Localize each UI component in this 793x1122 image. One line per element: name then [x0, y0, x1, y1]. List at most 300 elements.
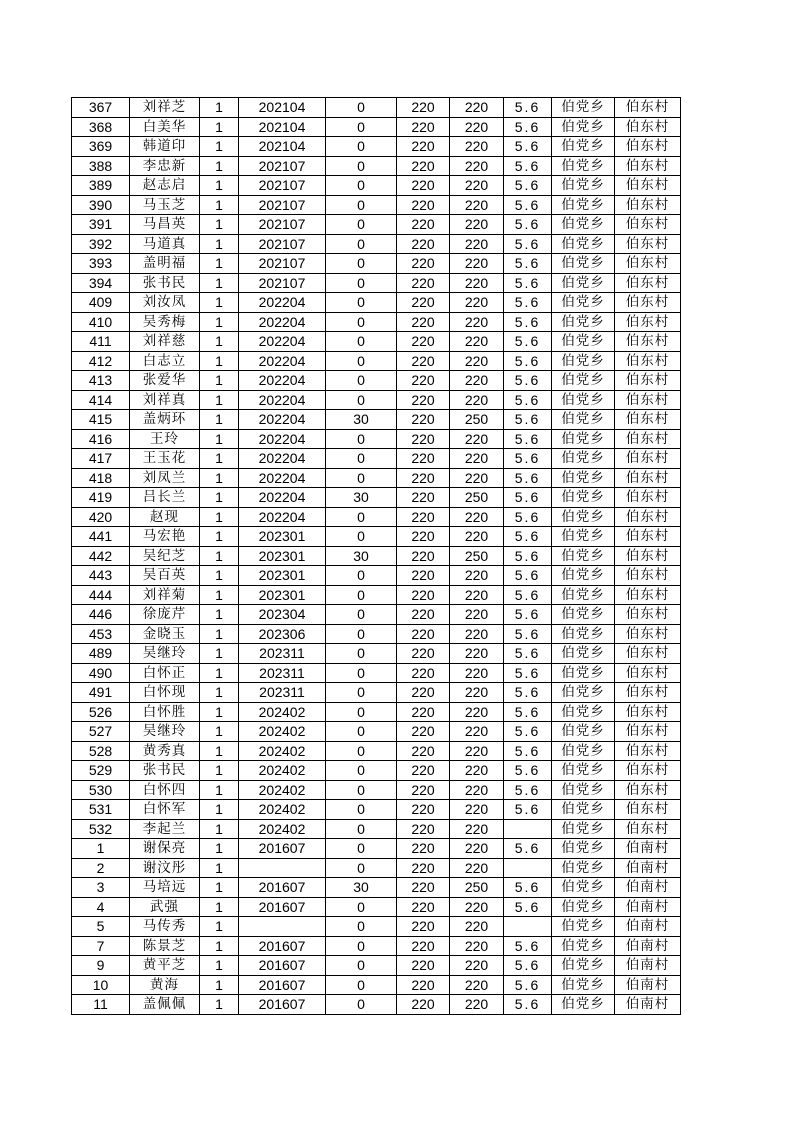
cell-extra-amount: 0: [326, 585, 397, 605]
cell-count: 1: [200, 312, 239, 332]
table-row: [72, 605, 681, 625]
table-row: [72, 722, 681, 742]
cell-start-month: 202306: [239, 624, 326, 644]
cell-total-amount: 220: [450, 332, 504, 352]
cell-name: 谢保亮: [130, 839, 200, 859]
cell-rate: [504, 819, 552, 839]
cell-extra-amount: 0: [326, 917, 397, 937]
cell-start-month: 201607: [239, 839, 326, 859]
cell-base-amount: 220: [397, 663, 450, 683]
cell-township: 伯党乡: [552, 995, 615, 1015]
table-row: [72, 975, 681, 995]
cell-start-month: 202204: [239, 332, 326, 352]
cell-name: 马玉芝: [130, 195, 200, 215]
cell-count: 1: [200, 546, 239, 566]
cell-extra-amount: 0: [326, 819, 397, 839]
cell-name: 马昌英: [130, 215, 200, 235]
cell-count: 1: [200, 410, 239, 430]
cell-rate: 5.6: [504, 195, 552, 215]
cell-row-id: 391: [72, 215, 130, 235]
cell-village: 伯南村: [615, 839, 681, 859]
cell-count: 1: [200, 137, 239, 157]
cell-total-amount: 220: [450, 800, 504, 820]
cell-start-month: 202402: [239, 819, 326, 839]
cell-total-amount: 220: [450, 897, 504, 917]
cell-count: 1: [200, 780, 239, 800]
cell-base-amount: 220: [397, 98, 450, 118]
cell-rate: 5.6: [504, 98, 552, 118]
cell-base-amount: 220: [397, 390, 450, 410]
cell-village: 伯东村: [615, 761, 681, 781]
cell-village: 伯东村: [615, 449, 681, 469]
cell-row-id: 420: [72, 507, 130, 527]
table-row: [72, 293, 681, 313]
cell-name: 马宏艳: [130, 527, 200, 547]
cell-total-amount: 220: [450, 624, 504, 644]
cell-township: 伯党乡: [552, 936, 615, 956]
cell-extra-amount: 0: [326, 995, 397, 1015]
cell-base-amount: 220: [397, 702, 450, 722]
cell-village: 伯东村: [615, 371, 681, 391]
cell-total-amount: 220: [450, 936, 504, 956]
cell-start-month: 202204: [239, 507, 326, 527]
cell-township: 伯党乡: [552, 624, 615, 644]
cell-rate: 5.6: [504, 956, 552, 976]
cell-base-amount: 220: [397, 819, 450, 839]
cell-name: 马道真: [130, 234, 200, 254]
cell-rate: 5.6: [504, 312, 552, 332]
cell-extra-amount: 0: [326, 332, 397, 352]
cell-row-id: 10: [72, 975, 130, 995]
cell-name: 徐庞芹: [130, 605, 200, 625]
table-row: [72, 176, 681, 196]
cell-village: 伯东村: [615, 176, 681, 196]
cell-count: 1: [200, 351, 239, 371]
cell-start-month: 202204: [239, 371, 326, 391]
cell-rate: 5.6: [504, 117, 552, 137]
cell-name: 王玲: [130, 429, 200, 449]
cell-rate: 5.6: [504, 507, 552, 527]
table-row: [72, 98, 681, 118]
cell-base-amount: 220: [397, 936, 450, 956]
cell-name: 白美华: [130, 117, 200, 137]
cell-row-id: 530: [72, 780, 130, 800]
cell-rate: 5.6: [504, 332, 552, 352]
cell-rate: 5.6: [504, 722, 552, 742]
cell-village: 伯东村: [615, 819, 681, 839]
cell-count: 1: [200, 176, 239, 196]
cell-rate: [504, 917, 552, 937]
cell-count: 1: [200, 117, 239, 137]
cell-name: 吴秀梅: [130, 312, 200, 332]
cell-count: 1: [200, 936, 239, 956]
cell-name: 张书民: [130, 761, 200, 781]
cell-name: 黄海: [130, 975, 200, 995]
cell-total-amount: 220: [450, 702, 504, 722]
cell-village: 伯东村: [615, 429, 681, 449]
cell-start-month: 201607: [239, 878, 326, 898]
cell-township: 伯党乡: [552, 527, 615, 547]
cell-base-amount: 220: [397, 156, 450, 176]
table-row: [72, 312, 681, 332]
cell-extra-amount: 0: [326, 566, 397, 586]
cell-extra-amount: 0: [326, 254, 397, 274]
cell-total-amount: 220: [450, 390, 504, 410]
cell-township: 伯党乡: [552, 156, 615, 176]
cell-total-amount: 220: [450, 839, 504, 859]
cell-extra-amount: 0: [326, 98, 397, 118]
cell-rate: 5.6: [504, 429, 552, 449]
cell-rate: 5.6: [504, 741, 552, 761]
cell-extra-amount: 0: [326, 702, 397, 722]
cell-base-amount: 220: [397, 117, 450, 137]
cell-name: 谢汶彤: [130, 858, 200, 878]
cell-name: 白怀军: [130, 800, 200, 820]
cell-total-amount: 220: [450, 722, 504, 742]
cell-extra-amount: 0: [326, 605, 397, 625]
cell-start-month: 202402: [239, 780, 326, 800]
cell-row-id: 393: [72, 254, 130, 274]
table-row: [72, 195, 681, 215]
table-row: [72, 819, 681, 839]
cell-name: 白怀现: [130, 683, 200, 703]
cell-start-month: 202301: [239, 566, 326, 586]
cell-name: 赵现: [130, 507, 200, 527]
cell-base-amount: 220: [397, 644, 450, 664]
cell-start-month: 201607: [239, 956, 326, 976]
table-row: [72, 936, 681, 956]
cell-township: 伯党乡: [552, 273, 615, 293]
cell-township: 伯党乡: [552, 897, 615, 917]
cell-rate: 5.6: [504, 176, 552, 196]
cell-start-month: 202204: [239, 351, 326, 371]
table-row: [72, 332, 681, 352]
cell-name: 王玉花: [130, 449, 200, 469]
cell-start-month: 202402: [239, 702, 326, 722]
cell-start-month: 202104: [239, 98, 326, 118]
table-row: [72, 858, 681, 878]
cell-name: 张书民: [130, 273, 200, 293]
cell-village: 伯东村: [615, 234, 681, 254]
cell-count: 1: [200, 585, 239, 605]
cell-township: 伯党乡: [552, 761, 615, 781]
cell-township: 伯党乡: [552, 566, 615, 586]
cell-base-amount: 220: [397, 761, 450, 781]
cell-count: 1: [200, 897, 239, 917]
table-row: [72, 800, 681, 820]
cell-township: 伯党乡: [552, 117, 615, 137]
cell-count: 1: [200, 975, 239, 995]
table-row: [72, 215, 681, 235]
cell-start-month: 202204: [239, 293, 326, 313]
cell-total-amount: 220: [450, 156, 504, 176]
cell-village: 伯东村: [615, 332, 681, 352]
cell-base-amount: 220: [397, 741, 450, 761]
table-row: [72, 273, 681, 293]
cell-township: 伯党乡: [552, 176, 615, 196]
cell-base-amount: 220: [397, 234, 450, 254]
cell-base-amount: 220: [397, 351, 450, 371]
cell-count: 1: [200, 663, 239, 683]
cell-name: 刘祥慈: [130, 332, 200, 352]
table-row: [72, 137, 681, 157]
cell-extra-amount: 30: [326, 878, 397, 898]
cell-township: 伯党乡: [552, 975, 615, 995]
cell-extra-amount: 0: [326, 800, 397, 820]
cell-village: 伯东村: [615, 156, 681, 176]
cell-count: 1: [200, 507, 239, 527]
cell-start-month: 202204: [239, 449, 326, 469]
cell-start-month: 201607: [239, 897, 326, 917]
cell-row-id: 528: [72, 741, 130, 761]
cell-township: 伯党乡: [552, 351, 615, 371]
cell-base-amount: 220: [397, 624, 450, 644]
cell-name: 吕长兰: [130, 488, 200, 508]
cell-count: 1: [200, 644, 239, 664]
table-row: [72, 878, 681, 898]
cell-name: 黄平芝: [130, 956, 200, 976]
cell-base-amount: 220: [397, 507, 450, 527]
cell-extra-amount: 30: [326, 488, 397, 508]
cell-base-amount: 220: [397, 293, 450, 313]
cell-extra-amount: 0: [326, 195, 397, 215]
cell-count: 1: [200, 917, 239, 937]
cell-township: 伯党乡: [552, 488, 615, 508]
cell-extra-amount: 0: [326, 468, 397, 488]
cell-extra-amount: 0: [326, 351, 397, 371]
cell-row-id: 2: [72, 858, 130, 878]
cell-start-month: 202311: [239, 644, 326, 664]
cell-row-id: 527: [72, 722, 130, 742]
cell-rate: 5.6: [504, 234, 552, 254]
table-row: [72, 254, 681, 274]
table-row: [72, 917, 681, 937]
cell-total-amount: 220: [450, 234, 504, 254]
cell-base-amount: 220: [397, 722, 450, 742]
cell-extra-amount: 0: [326, 215, 397, 235]
cell-extra-amount: 0: [326, 156, 397, 176]
cell-name: 马传秀: [130, 917, 200, 937]
cell-extra-amount: 0: [326, 956, 397, 976]
cell-row-id: 416: [72, 429, 130, 449]
cell-count: 1: [200, 527, 239, 547]
cell-village: 伯东村: [615, 702, 681, 722]
cell-township: 伯党乡: [552, 215, 615, 235]
cell-rate: 5.6: [504, 156, 552, 176]
cell-count: 1: [200, 683, 239, 703]
cell-extra-amount: 0: [326, 137, 397, 157]
cell-extra-amount: 0: [326, 975, 397, 995]
cell-count: 1: [200, 800, 239, 820]
cell-base-amount: 220: [397, 975, 450, 995]
cell-village: 伯东村: [615, 117, 681, 137]
table-row: [72, 371, 681, 391]
cell-township: 伯党乡: [552, 585, 615, 605]
cell-township: 伯党乡: [552, 234, 615, 254]
cell-base-amount: 220: [397, 488, 450, 508]
cell-start-month: 202107: [239, 273, 326, 293]
cell-start-month: 202402: [239, 800, 326, 820]
table-row: [72, 585, 681, 605]
cell-village: 伯东村: [615, 546, 681, 566]
cell-base-amount: 220: [397, 449, 450, 469]
cell-base-amount: 220: [397, 917, 450, 937]
cell-row-id: 1: [72, 839, 130, 859]
cell-rate: 5.6: [504, 273, 552, 293]
cell-extra-amount: 0: [326, 234, 397, 254]
cell-rate: 5.6: [504, 761, 552, 781]
cell-total-amount: 220: [450, 683, 504, 703]
cell-township: 伯党乡: [552, 741, 615, 761]
cell-count: 1: [200, 215, 239, 235]
cell-row-id: 11: [72, 995, 130, 1015]
cell-total-amount: 220: [450, 254, 504, 274]
cell-name: 盖佩佩: [130, 995, 200, 1015]
cell-base-amount: 220: [397, 780, 450, 800]
cell-start-month: 202107: [239, 195, 326, 215]
cell-village: 伯南村: [615, 917, 681, 937]
cell-rate: 5.6: [504, 449, 552, 469]
cell-start-month: 202204: [239, 468, 326, 488]
cell-village: 伯东村: [615, 566, 681, 586]
cell-village: 伯东村: [615, 780, 681, 800]
cell-township: 伯党乡: [552, 410, 615, 430]
cell-village: 伯东村: [615, 488, 681, 508]
data-table: [71, 97, 681, 1015]
table-row: [72, 488, 681, 508]
cell-extra-amount: 0: [326, 293, 397, 313]
cell-base-amount: 220: [397, 410, 450, 430]
cell-row-id: 414: [72, 390, 130, 410]
cell-start-month: 202107: [239, 156, 326, 176]
cell-total-amount: 220: [450, 507, 504, 527]
cell-total-amount: 220: [450, 98, 504, 118]
cell-township: 伯党乡: [552, 137, 615, 157]
cell-base-amount: 220: [397, 527, 450, 547]
cell-count: 1: [200, 566, 239, 586]
cell-start-month: 202204: [239, 488, 326, 508]
cell-extra-amount: 0: [326, 722, 397, 742]
cell-base-amount: 220: [397, 878, 450, 898]
cell-village: 伯东村: [615, 741, 681, 761]
cell-base-amount: 220: [397, 566, 450, 586]
cell-township: 伯党乡: [552, 468, 615, 488]
cell-total-amount: 220: [450, 137, 504, 157]
cell-village: 伯东村: [615, 644, 681, 664]
cell-count: 1: [200, 156, 239, 176]
cell-count: 1: [200, 956, 239, 976]
cell-total-amount: 220: [450, 585, 504, 605]
cell-row-id: 390: [72, 195, 130, 215]
cell-base-amount: 220: [397, 176, 450, 196]
cell-village: 伯东村: [615, 351, 681, 371]
cell-start-month: 202402: [239, 761, 326, 781]
cell-total-amount: 220: [450, 819, 504, 839]
cell-start-month: 201607: [239, 975, 326, 995]
cell-start-month: 202311: [239, 663, 326, 683]
cell-rate: 5.6: [504, 663, 552, 683]
table-row: [72, 449, 681, 469]
cell-row-id: 415: [72, 410, 130, 430]
cell-name: 刘祥芝: [130, 98, 200, 118]
cell-rate: 5.6: [504, 390, 552, 410]
cell-village: 伯东村: [615, 624, 681, 644]
cell-count: 1: [200, 390, 239, 410]
cell-total-amount: 220: [450, 371, 504, 391]
cell-village: 伯东村: [615, 254, 681, 274]
cell-township: 伯党乡: [552, 702, 615, 722]
cell-base-amount: 220: [397, 215, 450, 235]
cell-township: 伯党乡: [552, 429, 615, 449]
cell-rate: 5.6: [504, 800, 552, 820]
cell-row-id: 532: [72, 819, 130, 839]
cell-rate: 5.6: [504, 605, 552, 625]
cell-row-id: 489: [72, 644, 130, 664]
cell-township: 伯党乡: [552, 917, 615, 937]
cell-total-amount: 250: [450, 546, 504, 566]
cell-total-amount: 220: [450, 975, 504, 995]
cell-rate: 5.6: [504, 137, 552, 157]
table-row: [72, 683, 681, 703]
cell-base-amount: 220: [397, 683, 450, 703]
cell-name: 白志立: [130, 351, 200, 371]
cell-count: 1: [200, 371, 239, 391]
cell-village: 伯东村: [615, 273, 681, 293]
table-row: [72, 741, 681, 761]
cell-total-amount: 220: [450, 644, 504, 664]
cell-row-id: 412: [72, 351, 130, 371]
cell-count: 1: [200, 858, 239, 878]
cell-township: 伯党乡: [552, 800, 615, 820]
table-row: [72, 663, 681, 683]
cell-extra-amount: 0: [326, 117, 397, 137]
cell-start-month: 202204: [239, 429, 326, 449]
cell-row-id: 5: [72, 917, 130, 937]
cell-total-amount: 220: [450, 780, 504, 800]
cell-township: 伯党乡: [552, 195, 615, 215]
cell-name: 金晓玉: [130, 624, 200, 644]
cell-village: 伯东村: [615, 468, 681, 488]
cell-township: 伯党乡: [552, 644, 615, 664]
cell-count: 1: [200, 995, 239, 1015]
cell-extra-amount: 30: [326, 410, 397, 430]
cell-start-month: 202107: [239, 254, 326, 274]
cell-base-amount: 220: [397, 254, 450, 274]
cell-name: 盖明福: [130, 254, 200, 274]
cell-row-id: 453: [72, 624, 130, 644]
cell-village: 伯东村: [615, 683, 681, 703]
cell-village: 伯南村: [615, 956, 681, 976]
cell-total-amount: 220: [450, 995, 504, 1015]
cell-rate: 5.6: [504, 780, 552, 800]
cell-name: 刘祥菊: [130, 585, 200, 605]
cell-extra-amount: 0: [326, 390, 397, 410]
cell-rate: 5.6: [504, 215, 552, 235]
cell-rate: 5.6: [504, 585, 552, 605]
cell-extra-amount: 0: [326, 858, 397, 878]
cell-village: 伯东村: [615, 137, 681, 157]
cell-total-amount: 250: [450, 410, 504, 430]
cell-township: 伯党乡: [552, 254, 615, 274]
cell-village: 伯南村: [615, 936, 681, 956]
cell-row-id: 526: [72, 702, 130, 722]
cell-village: 伯东村: [615, 527, 681, 547]
cell-start-month: 202304: [239, 605, 326, 625]
cell-rate: 5.6: [504, 683, 552, 703]
cell-row-id: 442: [72, 546, 130, 566]
table-row: [72, 117, 681, 137]
table-row: [72, 956, 681, 976]
